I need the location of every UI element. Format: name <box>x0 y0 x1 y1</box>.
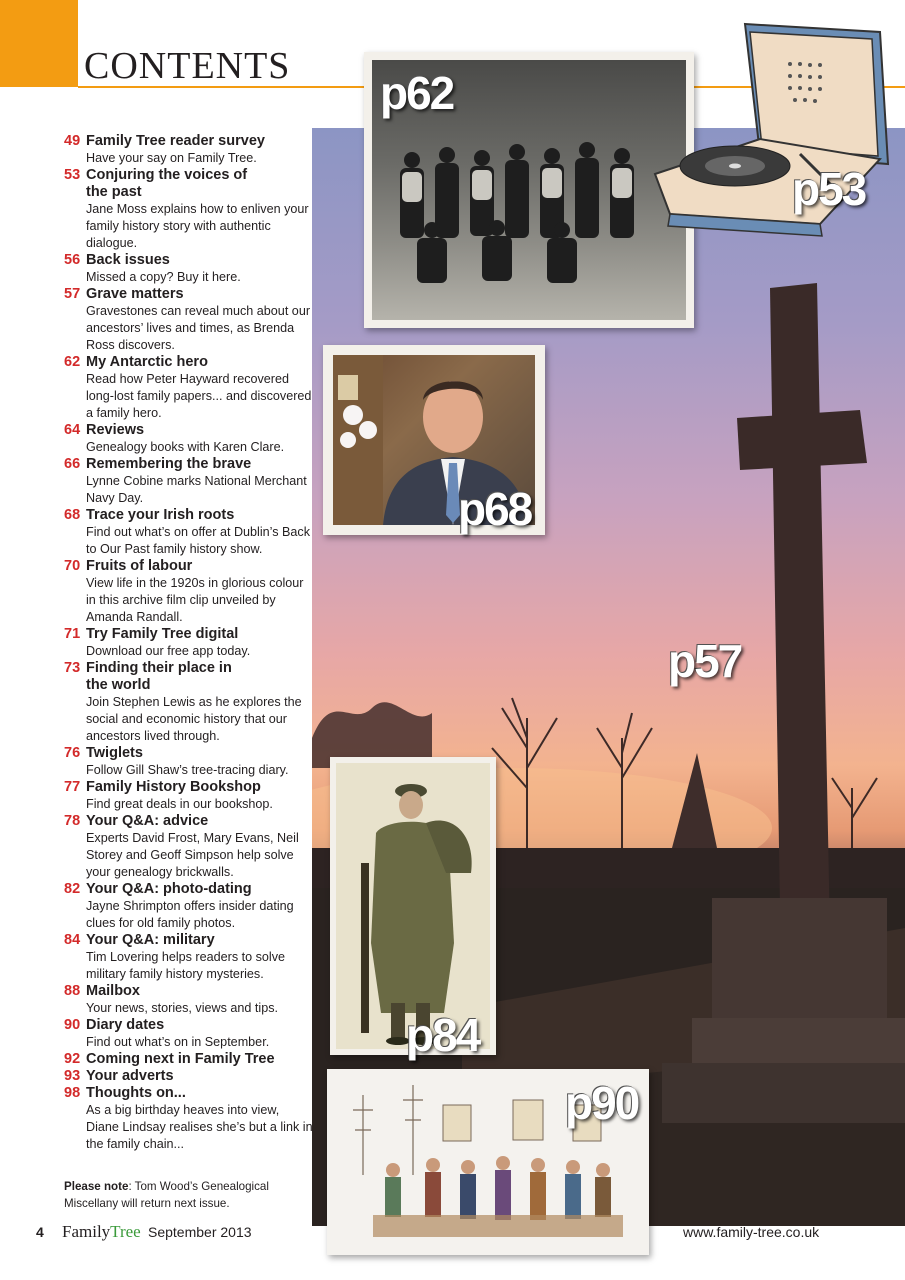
toc-description: Find great deals in our bookshop. <box>86 797 273 811</box>
page-tag-p84: p84 <box>406 1009 480 1061</box>
toc-page-number: 49 <box>64 133 81 149</box>
logo-tree: Tree <box>110 1222 141 1241</box>
toc-description: Your news, stories, views and tips. <box>86 1001 279 1015</box>
toc-title: Fruits of labour <box>86 558 193 574</box>
toc-title: Back issues <box>86 252 170 268</box>
toc-description: Tim Lovering helps readers to solve military family history mysteries. <box>86 950 286 981</box>
toc-title: Diary dates <box>86 1017 165 1033</box>
toc-page-number: 98 <box>64 1085 81 1101</box>
toc-description: Follow Gill Shaw’s tree-tracing diary. <box>86 763 289 777</box>
toc-entry[interactable] <box>64 286 314 354</box>
toc-page-number: 64 <box>64 422 81 438</box>
toc-entry[interactable] <box>64 354 314 422</box>
toc-page-number: 68 <box>64 507 81 523</box>
toc-page-number: 84 <box>64 932 81 948</box>
footer-website: www.family-tree.co.uk <box>683 1224 820 1240</box>
toc-title: Your Q&A: military <box>86 932 215 948</box>
toc-entry[interactable] <box>64 558 314 626</box>
toc-title: Twiglets <box>86 745 143 761</box>
footer-page-number: 4 <box>36 1224 44 1240</box>
toc-description: View life in the 1920s in glorious colour in this archive film clip unveiled by Amanda Randall. <box>86 576 304 624</box>
logo-family: Family <box>62 1222 111 1241</box>
toc-page-number: 70 <box>64 558 81 574</box>
toc-page-number: 53 <box>64 167 81 183</box>
toc-page-number: 78 <box>64 813 81 829</box>
toc-entry[interactable] <box>64 626 314 660</box>
toc-entry[interactable] <box>64 1017 314 1051</box>
toc-entry[interactable] <box>64 133 314 167</box>
toc-entry[interactable] <box>64 983 314 1017</box>
toc-title: Finding their place in the world <box>86 660 232 693</box>
toc-description: Read how Peter Hayward recovered long-lost family papers... and discovered a family hero. <box>86 372 312 420</box>
toc-title: Family History Bookshop <box>86 779 261 795</box>
page-tag-p62: p62 <box>380 67 454 119</box>
toc-page-number: 82 <box>64 881 81 897</box>
toc-title: Your Q&A: advice <box>86 813 209 829</box>
page-tag-p90: p90 <box>565 1077 639 1129</box>
toc-title: Family Tree reader survey <box>86 133 265 149</box>
toc-entry[interactable] <box>64 745 314 779</box>
toc-description: Have your say on Family Tree. <box>86 151 257 165</box>
toc-page-number: 93 <box>64 1068 81 1084</box>
toc-description: Genealogy books with Karen Clare. <box>86 440 285 454</box>
toc-entry[interactable] <box>64 456 314 507</box>
toc-description: Gravestones can reveal much about our ancestors’ lives and times, as Brenda Ross discovers. <box>86 304 311 352</box>
toc-entry[interactable] <box>64 881 314 932</box>
page-tag-p53: p53 <box>792 163 866 215</box>
toc-entry[interactable] <box>64 1051 314 1068</box>
footer-issue-date: September 2013 <box>148 1224 252 1240</box>
toc-title: Coming next in Family Tree <box>86 1051 275 1067</box>
page-title: CONTENTS <box>84 45 291 87</box>
toc-entry[interactable] <box>64 779 314 813</box>
page-tag-p57: p57 <box>668 635 742 687</box>
toc-entry[interactable] <box>64 507 314 558</box>
footer-logo <box>62 1222 141 1242</box>
toc-description: Find out what’s on offer at Dublin’s Back to Our Past family history show. <box>86 525 311 556</box>
toc-page-number: 76 <box>64 745 81 761</box>
toc-title: Remembering the brave <box>86 456 252 472</box>
toc-description: Experts David Frost, Mary Evans, Neil Storey and Geoff Simpson help solve your genealogy brickwalls. <box>86 831 299 879</box>
toc-description: Join Stephen Lewis as he explores the social and economic history that our ancestors lived through. <box>86 695 302 743</box>
toc-page-number: 66 <box>64 456 81 472</box>
toc-page-number: 90 <box>64 1017 81 1033</box>
toc-entry[interactable] <box>64 1085 314 1153</box>
toc-description: As a big birthday heaves into view, Diane Lindsay realises she’s but a link in the family chain... <box>86 1103 313 1151</box>
editor-note <box>64 1178 304 1212</box>
header-accent-block <box>0 0 78 87</box>
toc-description: Jayne Shrimpton offers insider dating clues for old family photos. <box>86 899 294 930</box>
toc-page-number: 62 <box>64 354 81 370</box>
toc-title: Thoughts on... <box>86 1085 186 1101</box>
contents-list <box>64 133 314 1153</box>
toc-entry[interactable] <box>64 813 314 881</box>
toc-title: Reviews <box>86 422 145 438</box>
toc-title: Mailbox <box>86 983 140 999</box>
toc-entry[interactable] <box>64 932 314 983</box>
toc-page-number: 77 <box>64 779 81 795</box>
toc-title: Trace your Irish roots <box>86 507 235 523</box>
toc-page-number: 57 <box>64 286 81 302</box>
toc-title: Try Family Tree digital <box>86 626 239 642</box>
toc-entry[interactable] <box>64 1068 314 1085</box>
note-text: : Tom Wood’s Genealogical Miscellany will return next issue. <box>64 1180 269 1210</box>
toc-description: Download our free app today. <box>86 644 251 658</box>
page-tag-p68: p68 <box>458 483 532 535</box>
toc-page-number: 73 <box>64 660 81 676</box>
note-label: Please note <box>64 1180 129 1193</box>
toc-page-number: 92 <box>64 1051 81 1067</box>
toc-page-number: 71 <box>64 626 81 642</box>
toc-title: Your adverts <box>86 1068 174 1084</box>
toc-description: Lynne Cobine marks National Merchant Navy Day. <box>86 474 307 505</box>
toc-page-number: 88 <box>64 983 81 999</box>
toc-description: Missed a copy? Buy it here. <box>86 270 241 284</box>
toc-description: Find out what’s on in September. <box>86 1035 270 1049</box>
toc-entry[interactable] <box>64 252 314 286</box>
toc-description: Jane Moss explains how to enliven your family history story with authentic dialogue. <box>86 202 309 250</box>
toc-title: Conjuring the voices of the past <box>86 167 248 200</box>
toc-page-number: 56 <box>64 252 81 268</box>
toc-title: Your Q&A: photo-dating <box>86 881 252 897</box>
toc-entry[interactable] <box>64 660 314 745</box>
toc-entry[interactable] <box>64 422 314 456</box>
toc-title: My Antarctic hero <box>86 354 208 370</box>
toc-title: Grave matters <box>86 286 184 302</box>
toc-entry[interactable] <box>64 167 314 252</box>
